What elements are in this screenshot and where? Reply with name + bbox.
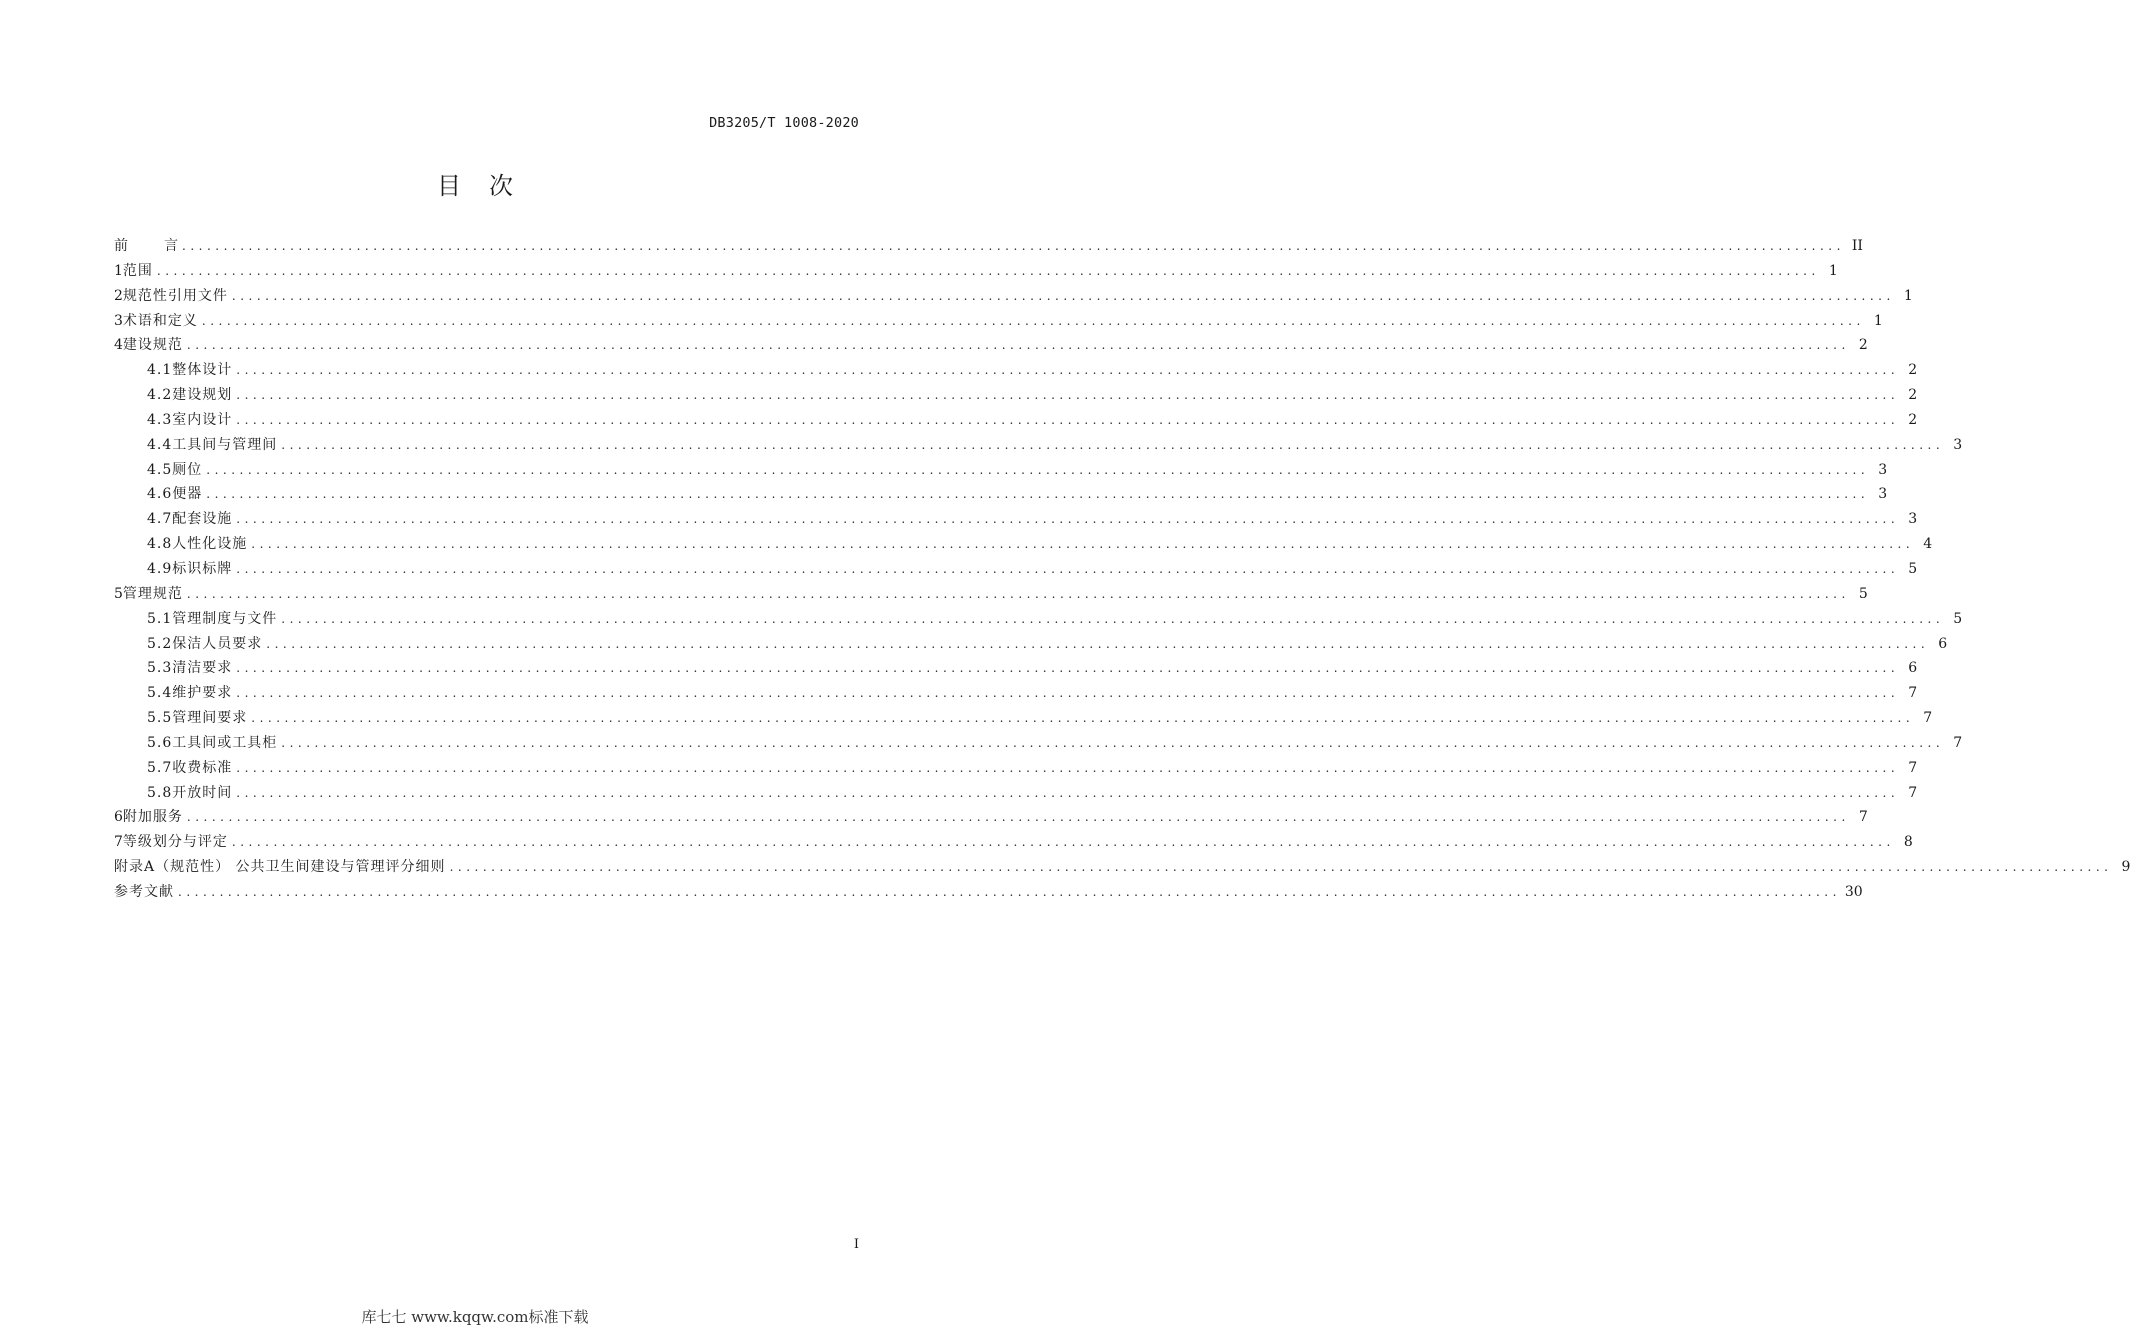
- toc-entry-label: 建设规范: [122, 337, 183, 354]
- toc-entry-page: 1: [1903, 287, 1913, 304]
- toc-dot-leader: ........................................................................................................................................................................................................: [236, 561, 1900, 576]
- toc-entry-page: 7: [1908, 685, 1918, 702]
- toc-entry[interactable]: [114, 681, 1918, 706]
- toc-dot-leader: ........................................................................................................................................................................................................: [206, 487, 1870, 502]
- page-number: I: [853, 1237, 859, 1252]
- toc-entry-page: 3: [1953, 436, 1963, 453]
- toc-entry-page: 3: [1908, 511, 1918, 528]
- toc-entry-page: 6: [1938, 635, 1948, 652]
- toc-entry-number: 4.6: [147, 486, 173, 503]
- toc-entry-label: 厕位: [172, 461, 203, 478]
- toc-entry-label: 附录A（规范性） 公共卫生间建设与管理评分细则: [114, 859, 446, 876]
- toc-entry-page: 7: [1923, 710, 1933, 727]
- toc-entry-page: 6: [1908, 660, 1918, 677]
- toc-entry-page: 1: [1828, 262, 1838, 279]
- toc-entry-page: 1: [1873, 312, 1883, 329]
- toc-entry[interactable]: [114, 532, 1933, 557]
- toc-entry-label: 保洁人员要求: [172, 635, 263, 652]
- toc-entry-label: 规范性引用文件: [122, 287, 228, 304]
- toc-dot-leader: ........................................................................................................................................................................................................: [251, 711, 1915, 726]
- toc-entry[interactable]: [114, 284, 1913, 309]
- toc-dot-leader: ........................................................................................................................................................................................................: [156, 263, 1820, 278]
- toc-entry-label: 等级划分与评定: [122, 834, 228, 851]
- toc-entry-number: 4.5: [147, 461, 173, 478]
- toc-entry-number: 6: [114, 809, 123, 826]
- toc-entry[interactable]: [114, 706, 1933, 731]
- toc-dot-leader: ........................................................................................................................................................................................................: [449, 860, 2113, 875]
- table-of-contents: [114, 234, 2130, 905]
- toc-entry-page: 3: [1878, 461, 1888, 478]
- toc-entry[interactable]: [114, 383, 1918, 408]
- toc-entry-page: 3: [1878, 486, 1888, 503]
- toc-dot-leader: ........................................................................................................................................................................................................: [186, 338, 1850, 353]
- toc-entry[interactable]: [114, 756, 1918, 781]
- toc-entry-label: 整体设计: [172, 362, 233, 379]
- toc-entry[interactable]: [114, 805, 1868, 830]
- toc-entry-number: 4.7: [147, 511, 173, 528]
- toc-entry-label: 建设规划: [172, 387, 233, 404]
- toc-entry-page: 9: [2121, 859, 2130, 876]
- toc-dot-leader: ........................................................................................................................................................................................................: [266, 636, 1930, 651]
- toc-entry-number: 5.1: [147, 610, 173, 627]
- toc-entry-label: 配套设施: [172, 511, 233, 528]
- toc-entry-number: 5.6: [147, 734, 173, 751]
- toc-dot-leader: ........................................................................................................................................................................................................: [201, 313, 1865, 328]
- toc-entry[interactable]: [114, 632, 1948, 657]
- toc-entry-page: 8: [1903, 834, 1913, 851]
- toc-dot-leader: ........................................................................................................................................................................................................: [236, 363, 1900, 378]
- toc-entry-label: 清洁要求: [172, 660, 233, 677]
- toc-entry-label: 标识标牌: [172, 560, 233, 577]
- toc-entry-number: 4.3: [147, 411, 173, 428]
- page-title: 目次: [437, 172, 541, 200]
- toc-entry[interactable]: [114, 855, 2130, 880]
- toc-entry-number: 3: [114, 312, 123, 329]
- toc-entry-page: 30: [1844, 883, 1863, 900]
- toc-entry-label: 前 言: [114, 238, 178, 254]
- toc-dot-leader: ........................................................................................................................................................................................................: [206, 462, 1870, 477]
- toc-dot-leader: ........................................................................................................................................................................................................: [236, 661, 1900, 676]
- toc-entry-number: 4.2: [147, 387, 173, 404]
- toc-entry-label: 范围: [122, 262, 153, 279]
- toc-entry-label: 管理间要求: [172, 710, 248, 727]
- toc-dot-leader: ........................................................................................................................................................................................................: [236, 760, 1900, 775]
- toc-entry-page: 5: [1858, 585, 1868, 602]
- toc-entry-number: 4.4: [147, 436, 173, 453]
- toc-entry[interactable]: [114, 607, 1963, 632]
- toc-entry[interactable]: [114, 234, 1863, 259]
- toc-entry-number: 5.4: [147, 685, 173, 702]
- toc-entry[interactable]: [114, 433, 1963, 458]
- toc-entry-label: 开放时间: [172, 784, 233, 801]
- toc-entry-number: 4.9: [147, 560, 173, 577]
- toc-entry-label: 工具间与管理间: [172, 436, 278, 453]
- toc-dot-leader: ........................................................................................................................................................................................................: [251, 537, 1915, 552]
- toc-entry-page: 7: [1953, 734, 1963, 751]
- toc-entry-label: 工具间或工具柜: [172, 734, 278, 751]
- toc-entry[interactable]: [114, 482, 1888, 507]
- toc-entry-page: 5: [1908, 560, 1918, 577]
- toc-entry[interactable]: [114, 557, 1918, 582]
- toc-entry-label: 便器: [172, 486, 203, 503]
- toc-entry-label: 人性化设施: [172, 536, 248, 553]
- toc-entry-page: 7: [1908, 784, 1918, 801]
- toc-entry[interactable]: [114, 309, 1883, 334]
- toc-entry[interactable]: [114, 656, 1918, 681]
- toc-entry-page: 5: [1953, 610, 1963, 627]
- toc-dot-leader: ........................................................................................................................................................................................................: [231, 288, 1895, 303]
- toc-entry-label: 参考文献: [114, 883, 174, 900]
- toc-dot-leader: ........................................................................................................................................................................................................: [178, 884, 1841, 899]
- toc-dot-leader: ........................................................................................................................................................................................................: [231, 835, 1895, 850]
- toc-entry-label: 收费标准: [172, 759, 233, 776]
- toc-entry-number: 5.8: [147, 784, 173, 801]
- toc-entry-page: 2: [1858, 337, 1868, 354]
- toc-entry[interactable]: [114, 880, 1863, 905]
- toc-entry-number: 2: [114, 287, 123, 304]
- toc-dot-leader: ........................................................................................................................................................................................................: [236, 686, 1900, 701]
- toc-entry-number: 5: [114, 585, 123, 602]
- toc-entry[interactable]: [114, 731, 1963, 756]
- toc-entry[interactable]: [114, 358, 1918, 383]
- toc-entry-page: 2: [1908, 411, 1918, 428]
- toc-entry-page: II: [1851, 238, 1863, 254]
- document-code: DB3205/T 1008-2020: [709, 115, 859, 131]
- toc-entry-number: 5.7: [147, 759, 173, 776]
- toc-entry-number: 5.2: [147, 635, 173, 652]
- toc-entry-number: 1: [114, 262, 123, 279]
- toc-entry-number: 7: [114, 834, 123, 851]
- toc-dot-leader: ........................................................................................................................................................................................................: [236, 512, 1900, 527]
- toc-entry-label: 术语和定义: [122, 312, 198, 329]
- toc-entry-page: 7: [1908, 759, 1918, 776]
- toc-entry-number: 4: [114, 337, 123, 354]
- toc-entry-page: 4: [1923, 536, 1933, 553]
- toc-dot-leader: ........................................................................................................................................................................................................: [281, 437, 1945, 452]
- toc-entry-label: 管理规范: [122, 585, 183, 602]
- toc-entry-page: 2: [1908, 362, 1918, 379]
- toc-entry[interactable]: [114, 830, 1913, 855]
- toc-entry[interactable]: [114, 259, 1838, 284]
- toc-entry[interactable]: [114, 781, 1918, 806]
- toc-entry-label: 室内设计: [172, 411, 233, 428]
- toc-dot-leader: ........................................................................................................................................................................................................: [236, 785, 1900, 800]
- toc-entry-number: 5.3: [147, 660, 173, 677]
- toc-entry-label: 附加服务: [122, 809, 183, 826]
- toc-entry-page: 7: [1858, 809, 1868, 826]
- toc-entry-number: 4.1: [147, 362, 173, 379]
- toc-entry[interactable]: [114, 582, 1868, 607]
- toc-dot-leader: ........................................................................................................................................................................................................: [186, 586, 1850, 601]
- toc-entry-label: 管理制度与文件: [172, 610, 278, 627]
- toc-entry[interactable]: [114, 333, 1868, 358]
- toc-entry-label: 维护要求: [172, 685, 233, 702]
- toc-dot-leader: ........................................................................................................................................................................................................: [186, 810, 1850, 825]
- toc-entry-page: 2: [1908, 387, 1918, 404]
- toc-entry[interactable]: [114, 408, 1918, 433]
- watermark-text: 库七七 www.kqqw.com标准下载: [361, 1308, 589, 1326]
- toc-dot-leader: ........................................................................................................................................................................................................: [236, 388, 1900, 403]
- toc-dot-leader: ........................................................................................................................................................................................................: [281, 735, 1945, 750]
- toc-entry[interactable]: [114, 507, 1918, 532]
- toc-dot-leader: ........................................................................................................................................................................................................: [182, 239, 1845, 253]
- toc-entry[interactable]: [114, 458, 1888, 483]
- toc-dot-leader: ........................................................................................................................................................................................................: [281, 611, 1945, 626]
- toc-entry-number: 5.5: [147, 710, 173, 727]
- toc-dot-leader: ........................................................................................................................................................................................................: [236, 412, 1900, 427]
- toc-entry-number: 4.8: [147, 536, 173, 553]
